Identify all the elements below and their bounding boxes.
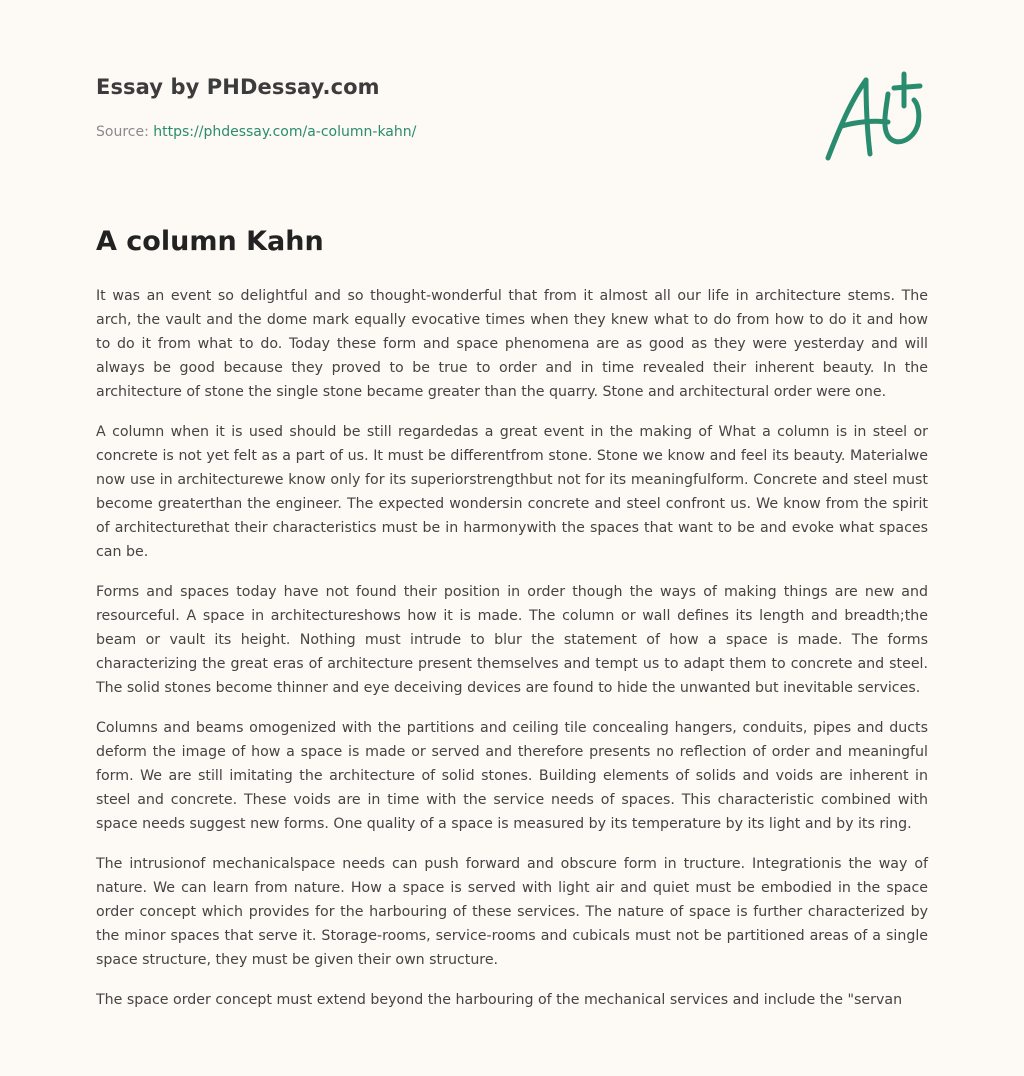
- site-brand: Essay by PHDessay.com: [96, 75, 380, 99]
- source-link[interactable]: https://phdessay.com/a-column-kahn/: [153, 124, 417, 140]
- paragraph: Forms and spaces today have not found their position in order though the ways of making things are new and resourceful. A space in architectureshows how it is made. The column or wall defines its length and breadth;the beam or vault its height. Nothing must intrude to blur the statement of how a space is made. The forms characterizing the great eras of architecture present themselves and tempt us to adapt them to concrete and steel. The solid stones become thinner and eye deceiving devices are found to hide the unwanted but inevitable services.: [96, 584, 928, 696]
- a-plus-grade-icon: [824, 70, 924, 165]
- source-line: [96, 124, 416, 140]
- essay-title: A column Kahn: [96, 226, 324, 257]
- paragraph: The space order concept must extend beyond the harbouring of the mechanical services and include the "servan: [96, 992, 903, 1008]
- paragraph: Columns and beams omogenized with the partitions and ceiling tile concealing hangers, conduits, pipes and ducts deform the image of how a space is made or served and therefore presents no reflection of order and meaningful form. We are still imitating the architecture of solid stones. Building elements of solids and voids are inherent in steel and concrete. These voids are in time with the service needs of spaces. This characteristic combined with space needs suggest new forms. One quality of a space is measured by its temperature by its light and by its ring.: [96, 720, 928, 832]
- paragraph: A column when it is used should be still regardedas a great event in the making of What a column is in steel or concrete is not yet felt as a part of us. It must be differentfrom stone. Stone we know and feel its beauty. Materialwe now use in architecturewe know only for its superiorstrengthbut not for its meaningfulform. Concrete and steel must become greaterthan the engineer. The expected wondersin concrete and steel confront us. We know from the spirit of architecturethat their characteristics must be in harmonywith the spaces that want to be and evoke what spaces can be.: [96, 424, 928, 560]
- source-label: Source:: [96, 124, 154, 140]
- paragraph: The intrusionof mechanicalspace needs can push forward and obscure form in tructure. Integrationis the way of nature. We can learn from nature. How a space is served with light air and quiet must be embodied in the space order concept which provides for the harbouring of these services. The nature of space is further characterized by the minor spaces that serve it. Storage-rooms, service-rooms and cubicals must not be partitioned areas of a single space structure, they must be given their own structure.: [96, 856, 928, 968]
- paragraph: It was an event so delightful and so thought-wonderful that from it almost all our life in architecture stems. The arch, the vault and the dome mark equally evocative times when they knew what to do from how to do it and how to do it from what to do. Today these form and space phenomena are as good as they were yesterday and will always be good because they proved to be true to order and in time revealed their inherent beauty. In the architecture of stone the single stone became greater than the quarry. Stone and architectural order were one.: [96, 288, 928, 400]
- essay-body: [96, 284, 928, 1028]
